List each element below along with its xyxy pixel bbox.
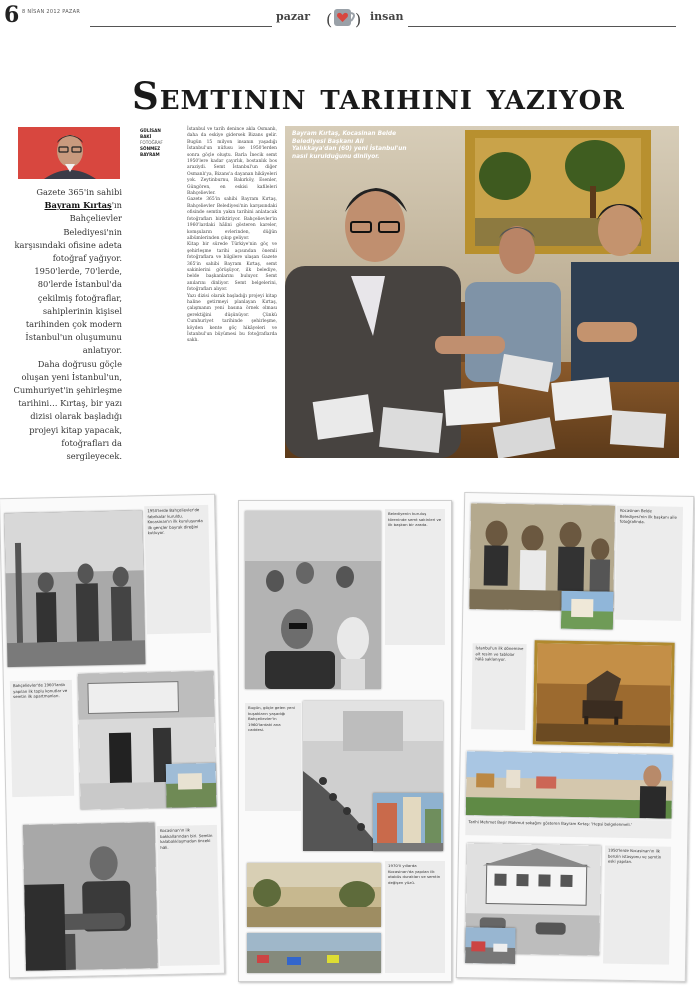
lede-name: Bayram Kırtaş bbox=[44, 200, 112, 211]
page-number: 6 bbox=[4, 2, 20, 28]
cup-heart-logo-icon bbox=[322, 2, 366, 30]
panel3-caption-3: Tarihi Mehmet Beşir Mahmut sokağını gösteren Bayram Kırtaş: 'Hepsi belgelenmeli.' bbox=[465, 817, 671, 839]
panel2-caption-3: 1970'li yıllarda Kocasinan'da yapılan ilk otobüs durakları ve semtin değişen yüzü. bbox=[385, 861, 445, 973]
article-body: İstanbul ve tarih denince akla Osmanlı, daha da eskiye gidersek Bizans gelir. Bugün 15 milyon insanın yaşadığı İstanbul'un nüfusu ise 1950'lerden sonra göçle oluştu. Barla İnecik semt 1950'lere kadar çayırlık, bostanlık bos araziydi. Semt İstanbul'un diğer Osmanlı'ya, Bizans'a dayanan hikâyeleri yok. Zeytinburnu, Bakırköy, Esenler, Güngören, en eskisi kafileleri Bahçelievler. Gazete 365'in sahibi Bayram Kırtaş, Bahçelievler Belediyesi'nin karşısındaki ofisinde semtin yakın tarihini anlatacak fotoğrafları biriktiriyor. Bahçelievler'in 1960'lardaki hâlini gösteren kareler, komşuların evlerinden, düğün albümlerinden çıkıp geliyor. Kitap bir sürede Türkiye'nin göç ve şehirleşme tarihi açısından önemli fotoğraflara ve bilgilere ulaşan Gazete 365'in sahibi Bayram Kırtaş, semt sakinlerini görüşüyor, ilk belediye, belde başkanlarını buluyor. Semt anılarını dinliyor. Semt belgelerini, fotoğrafları alıyor. Yazı dizisi olarak başladığı projeyi kitap haline getirmeyi planlayan Kırtaş, çalışmanın yeni basına örnek olması gerektiğini düşünüyor. Çünkü Cumhuriyet tarihinde şehirleşme, köyden kente göç hikâyeleri ve İstanbul'un büyümesi bu fotoğraflarda saklı. bbox=[187, 127, 277, 344]
panel1-photo-3 bbox=[166, 763, 217, 808]
author-photo bbox=[18, 127, 120, 179]
main-photo-caption: Bayram Kırtaş, Kocasinan Belde Belediyesi Başkanı Ali Yalıkkaya'dan (60) yeni İstanbul'un nasıl kurulduğunu dinliyor. bbox=[292, 131, 407, 160]
issue-date: 8 NİSAN 2012 PAZAR bbox=[22, 9, 81, 15]
brand-right: insan bbox=[370, 10, 404, 23]
panel2-photo-1 bbox=[245, 511, 381, 689]
photo-panel-middle bbox=[238, 500, 452, 982]
panel2-photo-3 bbox=[373, 793, 443, 851]
panel2-photo-4 bbox=[247, 863, 381, 927]
byline: GÜLİSAN BAKİ FOTOĞRAF SÖNMEZ BAYRAM bbox=[140, 128, 163, 157]
panel1-caption-1: 1950'lerde Bahçelievler'de fabrikalar kuruldu. Kocasinan'ın ilk kuruluşunda ilk gençler bayrak direğini kutluyor. bbox=[144, 505, 211, 634]
panel3-caption-2: İstanbul'un ilk dönemine ait resim ve tablolar hâlâ saklanıyor. bbox=[471, 643, 526, 730]
brand-left: pazar bbox=[276, 10, 310, 23]
panel3-photo-2 bbox=[561, 591, 614, 630]
main-photo bbox=[285, 126, 679, 458]
headline: Semtinin tarihini yazıyor bbox=[132, 74, 625, 118]
panel2-caption-2: Bugün, göçle gelen yeni kuşakların yaşadığı Bahçelievler'in 1960'lardaki ana caddesi. bbox=[245, 703, 301, 811]
panel1-photo-1 bbox=[4, 510, 145, 667]
panel3-photo-3 bbox=[533, 640, 675, 746]
photo-panel-right bbox=[456, 492, 694, 982]
panel1-caption-3: Kocasinan'ın ilk bakkallarından biri. Semtin kalabalıklaşmadan önceki hâli. bbox=[157, 825, 220, 966]
panel3-caption-4: 1950'lerde Kocasinan'ın ilk benzin istasyonu ve semtin eski yapıları. bbox=[603, 846, 671, 965]
header-rule-right bbox=[408, 26, 676, 27]
lede-paragraph: Gazete 365'in sahibi Bayram Kırtaş'ın Bahçelievler Belediyesi'nin karşısındaki ofisine adeta fotoğraf yağıyor. 1950'lerde, 70'lerde, 80'lerde İstanbul'da çekilmiş fotoğraflar, sahiplerinin kişisel tarihinden çok modern İstanbul'un oluşumunu anlatıyor. Daha doğrusu göçle oluşan yeni İstanbul'un, Cumhuriyet'in şehirleşme tarihini… Kırtaş, bir yazı dizisi olarak başladığı projeyi kitap yapacak, fotoğrafları da sergileyecek. bbox=[13, 187, 122, 462]
panel3-photo-4 bbox=[466, 751, 673, 819]
header-rule-left bbox=[90, 26, 272, 27]
photo-panel-left bbox=[0, 494, 225, 978]
panel1-caption-2: Bahçelievler'de 1960'larda yapılan ilk toplu konutlar ve semtin ilk apartmanları. bbox=[10, 680, 74, 797]
panel2-photo-5 bbox=[247, 933, 381, 973]
brand-paren-close: ) bbox=[355, 10, 362, 29]
panel1-photo-4 bbox=[23, 822, 158, 971]
panel3-caption-1: Kocasinan Belde Belediyesi'nin ilk başkanı aile fotoğrafında. bbox=[615, 506, 683, 621]
brand-paren-open: ( bbox=[326, 10, 333, 29]
panel3-photo-6 bbox=[465, 927, 516, 964]
panel2-caption-1: Belediyenin kuruluş töreninde semt sakinleri ve ilk başkan bir arada. bbox=[385, 509, 445, 645]
